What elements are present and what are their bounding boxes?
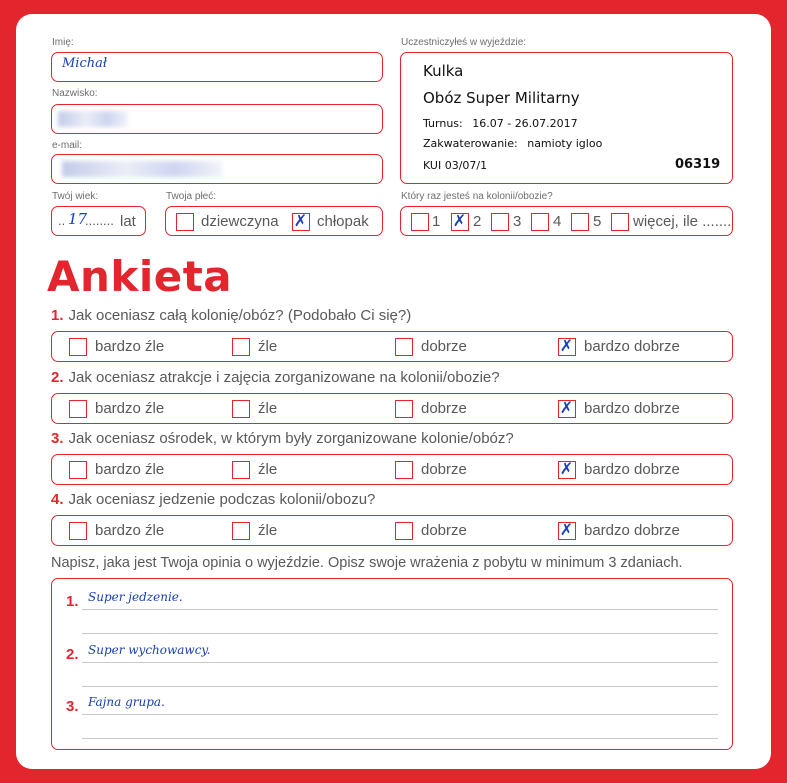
trip-code: KUI 03/07/1 xyxy=(423,159,488,172)
opinion-line xyxy=(82,714,718,715)
q4-bad-label: źle xyxy=(258,522,278,539)
q2-very-bad-label: bardzo źle xyxy=(95,400,165,417)
question-4 xyxy=(51,491,375,508)
age-dots-before: .. xyxy=(58,213,66,228)
q3-very-good-mark: ✗ xyxy=(559,459,574,478)
times-2-checkbox[interactable] xyxy=(451,213,469,231)
turnus-label: Turnus: xyxy=(423,117,463,130)
opinion-3-number: 3. xyxy=(66,698,79,715)
opinion-line xyxy=(82,686,718,687)
question-1-answers xyxy=(51,331,733,362)
q1-good-label: dobrze xyxy=(421,338,467,355)
question-3 xyxy=(51,430,514,447)
q3-very-bad-label: bardzo źle xyxy=(95,461,165,478)
times-5-label: 5 xyxy=(593,213,602,230)
times-1-label: 1 xyxy=(432,213,441,230)
accommodation-value: namioty igloo xyxy=(527,137,603,150)
opinion-1-number: 1. xyxy=(66,593,79,610)
surname-field[interactable] xyxy=(51,104,383,134)
age-value: 17 xyxy=(68,210,88,228)
q4-very-bad-label: bardzo źle xyxy=(95,522,165,539)
q4-very-good-checkbox[interactable] xyxy=(558,522,576,540)
question-2-answers xyxy=(51,393,733,424)
age-dots-after: ........ xyxy=(85,213,114,228)
q1-bad-label: źle xyxy=(258,338,278,355)
opinion-line xyxy=(82,609,718,610)
q1-very-good-mark: ✗ xyxy=(559,336,574,355)
times-label: Który raz jesteś na kolonii/obozie? xyxy=(401,191,553,202)
surname-redacted xyxy=(58,111,128,127)
q4-very-good-label: bardzo dobrze xyxy=(584,522,680,539)
q2-very-good-mark: ✗ xyxy=(559,398,574,417)
question-1-text: Jak oceniasz całą kolonię/obóz? (Podobało Ci się?) xyxy=(68,307,412,324)
q3-very-good-label: bardzo dobrze xyxy=(584,461,680,478)
age-field[interactable] xyxy=(51,206,146,236)
email-field[interactable] xyxy=(51,154,383,184)
opinion-line xyxy=(82,633,718,634)
question-3-text: Jak oceniasz ośrodek, w którym były zorganizowane kolonie/obóz? xyxy=(68,430,514,447)
times-3-label: 3 xyxy=(513,213,522,230)
trip-number: 06319 xyxy=(675,157,721,172)
q1-good-checkbox[interactable] xyxy=(395,338,413,356)
name-value: Michał xyxy=(62,56,108,71)
opinion-1-text: Super jedzenie. xyxy=(88,590,183,604)
question-3-answers xyxy=(51,454,733,485)
q4-bad-checkbox[interactable] xyxy=(232,522,250,540)
gender-male-checkbox[interactable] xyxy=(292,213,310,231)
accommodation-label: Zakwaterowanie: xyxy=(423,137,518,150)
q3-good-label: dobrze xyxy=(421,461,467,478)
gender-female-checkbox[interactable] xyxy=(176,213,194,231)
surname-label: Nazwisko: xyxy=(52,88,98,99)
q2-very-good-label: bardzo dobrze xyxy=(584,400,680,417)
question-4-number: 4. xyxy=(51,491,64,508)
turnus-value: 16.07 - 26.07.2017 xyxy=(472,117,578,130)
trip-info-card xyxy=(400,52,733,184)
question-2-number: 2. xyxy=(51,369,64,386)
q4-good-label: dobrze xyxy=(421,522,467,539)
question-4-text: Jak oceniasz jedzenie podczas kolonii/obozu? xyxy=(68,491,376,508)
question-1-number: 1. xyxy=(51,307,64,324)
trip-turnus xyxy=(423,117,578,130)
name-field[interactable] xyxy=(51,52,383,82)
opinion-line xyxy=(82,738,718,739)
question-2-text: Jak oceniasz atrakcje i zajęcia zorganizowane na kolonii/obozie? xyxy=(68,369,500,386)
q2-very-good-checkbox[interactable] xyxy=(558,400,576,418)
trip-name: Kulka xyxy=(423,62,464,80)
q2-good-checkbox[interactable] xyxy=(395,400,413,418)
q1-very-bad-label: bardzo źle xyxy=(95,338,165,355)
q1-very-good-checkbox[interactable] xyxy=(558,338,576,356)
q2-very-bad-checkbox[interactable] xyxy=(69,400,87,418)
age-unit: lat xyxy=(120,213,136,230)
times-4-label: 4 xyxy=(553,213,562,230)
trip-accommodation xyxy=(423,137,602,150)
gender-field xyxy=(165,206,383,236)
q2-bad-checkbox[interactable] xyxy=(232,400,250,418)
trip-camp: Obóz Super Militarny xyxy=(423,89,580,107)
email-label: e-mail: xyxy=(52,140,83,151)
q1-very-good-label: bardzo dobrze xyxy=(584,338,680,355)
opinion-prompt: Napisz, jaka jest Twoja opinia o wyjeździe. Opisz swoje wrażenia z pobytu w minimum 3 zdaniach. xyxy=(51,555,683,571)
email-redacted xyxy=(62,161,222,177)
q4-very-good-mark: ✗ xyxy=(559,520,574,539)
times-field xyxy=(400,206,733,236)
opinion-3-text: Fajna grupa. xyxy=(88,695,165,709)
q4-very-bad-checkbox[interactable] xyxy=(69,522,87,540)
times-5-checkbox[interactable] xyxy=(571,213,589,231)
gender-male-label: chłopak xyxy=(317,213,369,230)
question-4-answers xyxy=(51,515,733,546)
times-4-checkbox[interactable] xyxy=(531,213,549,231)
gender-label: Twoja płeć: xyxy=(166,191,217,202)
q3-bad-label: źle xyxy=(258,461,278,478)
q2-bad-label: źle xyxy=(258,400,278,417)
q3-bad-checkbox[interactable] xyxy=(232,461,250,479)
participant-label: Uczestniczyłeś w wyjeździe: xyxy=(401,37,527,48)
q2-good-label: dobrze xyxy=(421,400,467,417)
opinion-2-number: 2. xyxy=(66,646,79,663)
q4-good-checkbox[interactable] xyxy=(395,522,413,540)
name-label: Imię: xyxy=(52,37,74,48)
times-more-checkbox[interactable] xyxy=(611,213,629,231)
q1-very-bad-checkbox[interactable] xyxy=(69,338,87,356)
q1-bad-checkbox[interactable] xyxy=(232,338,250,356)
q3-very-bad-checkbox[interactable] xyxy=(69,461,87,479)
times-3-checkbox[interactable] xyxy=(491,213,509,231)
q3-very-good-checkbox[interactable] xyxy=(558,461,576,479)
times-2-mark: ✗ xyxy=(452,211,467,230)
question-1 xyxy=(51,307,411,324)
opinion-2-text: Super wychowawcy. xyxy=(88,643,211,657)
q3-good-checkbox[interactable] xyxy=(395,461,413,479)
gender-male-mark: ✗ xyxy=(293,211,308,230)
question-3-number: 3. xyxy=(51,430,64,447)
opinion-line xyxy=(82,662,718,663)
times-2-label: 2 xyxy=(473,213,482,230)
question-2 xyxy=(51,369,500,386)
gender-female-label: dziewczyna xyxy=(201,213,279,230)
times-1-checkbox[interactable] xyxy=(411,213,429,231)
survey-title: Ankieta xyxy=(47,252,233,301)
times-more-label: więcej, ile ....... xyxy=(633,213,732,230)
age-label: Twój wiek: xyxy=(52,191,99,202)
